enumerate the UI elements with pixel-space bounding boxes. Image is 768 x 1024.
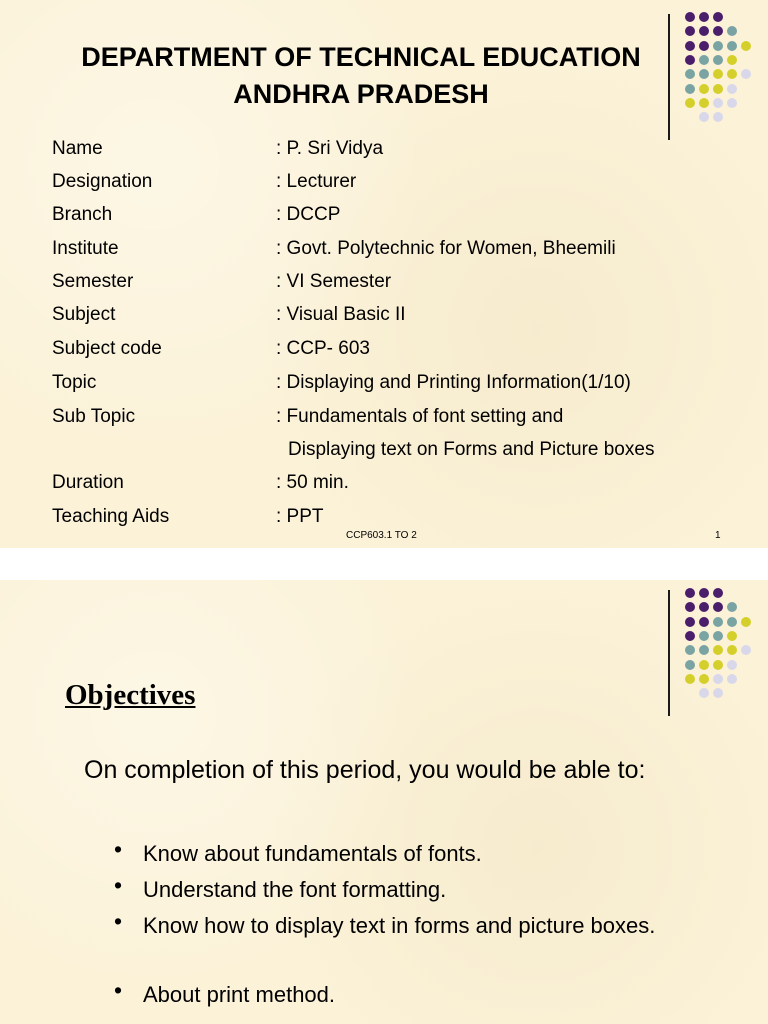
decor-dot — [685, 660, 695, 670]
decor-dot — [727, 645, 737, 655]
decor-dot — [713, 645, 723, 655]
decor-vertical-line — [668, 14, 670, 140]
info-label: Designation — [52, 171, 153, 192]
info-label: Semester — [52, 271, 134, 292]
page-number: 1 — [715, 530, 721, 541]
decor-dot — [685, 12, 695, 22]
decor-dot — [713, 12, 723, 22]
decor-dot — [699, 26, 709, 36]
info-value: : PPT — [276, 506, 324, 527]
decor-dot — [727, 617, 737, 627]
decor-dot — [713, 631, 723, 641]
decor-dot — [727, 98, 737, 108]
info-label: Teaching Aids — [52, 506, 170, 527]
decor-dot — [699, 645, 709, 655]
info-value: : CCP- 603 — [276, 338, 370, 359]
bullet-icon: • — [114, 872, 123, 898]
bullet-icon: • — [114, 836, 123, 862]
decor-dot — [685, 588, 695, 598]
info-value: : DCCP — [276, 204, 341, 225]
info-value: : 50 min. — [276, 472, 349, 493]
decor-dot — [685, 645, 695, 655]
objective-item: Understand the font formatting. — [143, 877, 447, 902]
info-label: Branch — [52, 204, 113, 225]
decor-dot — [727, 41, 737, 51]
decor-dot — [699, 112, 709, 122]
info-label: Topic — [52, 372, 97, 393]
info-value: : Displaying and Printing Information(1/10) — [276, 372, 631, 393]
info-value: Displaying text on Forms and Picture boxes — [288, 439, 655, 460]
decor-dot — [713, 112, 723, 122]
decor-dot — [713, 617, 723, 627]
objective-item: Know about fundamentals of fonts. — [143, 841, 482, 866]
info-label: Subject — [52, 304, 116, 325]
decor-dot — [685, 602, 695, 612]
objectives-heading: Objectives — [65, 679, 196, 711]
decor-dot — [727, 84, 737, 94]
decor-dot — [727, 26, 737, 36]
info-label: Name — [52, 138, 103, 159]
decor-dot — [727, 55, 737, 65]
objectives-intro: On completion of this period, you would be able to: — [84, 756, 646, 784]
info-value: : VI Semester — [276, 271, 392, 292]
info-label: Institute — [52, 238, 119, 259]
decor-dot — [699, 674, 709, 684]
decor-dot — [685, 26, 695, 36]
decor-dot — [741, 645, 751, 655]
slide-2 — [0, 580, 768, 1024]
decor-dot — [741, 41, 751, 51]
decor-dot — [713, 588, 723, 598]
info-label: Subject code — [52, 338, 162, 359]
info-value: : Lecturer — [276, 171, 357, 192]
decor-dot — [741, 617, 751, 627]
decor-dot — [713, 602, 723, 612]
decor-dot — [727, 674, 737, 684]
footer-code: CCP603.1 TO 2 — [346, 530, 417, 541]
decor-dot — [727, 69, 737, 79]
info-label: Sub Topic — [52, 406, 136, 427]
decor-dot — [727, 660, 737, 670]
decor-dot — [699, 12, 709, 22]
info-label: Duration — [52, 472, 124, 493]
info-value: : Fundamentals of font setting and — [276, 406, 564, 427]
info-value: : P. Sri Vidya — [276, 138, 384, 159]
decor-dot — [685, 674, 695, 684]
decor-vertical-line — [668, 590, 670, 716]
decor-dot — [713, 660, 723, 670]
decor-dot — [699, 602, 709, 612]
state-title: ANDHRA PRADESH — [233, 79, 489, 109]
decor-dot — [699, 631, 709, 641]
decor-dot — [699, 660, 709, 670]
decor-dot — [713, 688, 723, 698]
decor-dot — [699, 617, 709, 627]
bullet-icon: • — [114, 908, 123, 934]
decor-dot — [699, 688, 709, 698]
decor-dot — [713, 26, 723, 36]
decor-dot — [741, 69, 751, 79]
decor-dot — [727, 631, 737, 641]
info-value: : Govt. Polytechnic for Women, Bheemili — [276, 238, 616, 259]
decor-dot — [713, 674, 723, 684]
decor-dot — [685, 617, 695, 627]
department-title: DEPARTMENT OF TECHNICAL EDUCATION — [81, 42, 641, 72]
objective-item: Know how to display text in forms and picture boxes. — [143, 913, 656, 938]
decor-dot — [699, 588, 709, 598]
decor-dot — [685, 631, 695, 641]
bullet-icon: • — [114, 977, 123, 1003]
info-value: : Visual Basic II — [276, 304, 406, 325]
decor-dot — [727, 602, 737, 612]
objective-item: About print method. — [143, 982, 336, 1007]
